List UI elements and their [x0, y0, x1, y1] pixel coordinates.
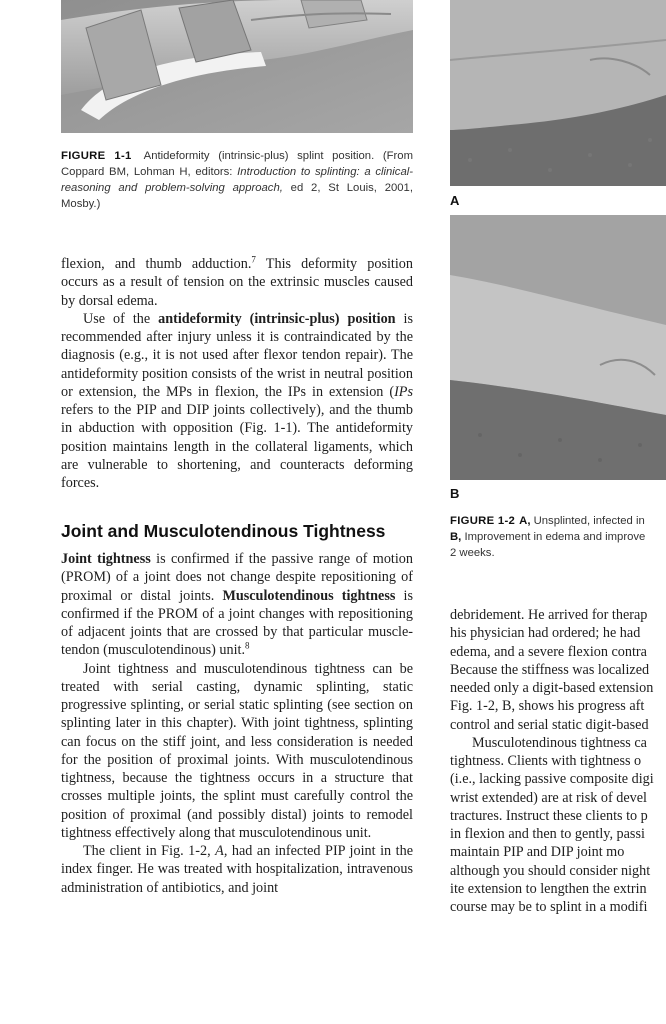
right-column-line: debridement. He arrived for therap — [450, 607, 648, 623]
right-column-line: his physician had ordered; he had — [450, 625, 641, 642]
right-column-text — [450, 606, 666, 916]
right-column-line: needed only a digit-based extension — [450, 680, 654, 696]
figure-1-2-panel-a-label: A — [450, 193, 460, 208]
right-column-line: ite extension to lengthen the extrin — [450, 880, 647, 897]
right-column-line: tractures. Instruct these clients to p — [450, 807, 648, 824]
caption-panel-a-marker: A, — [519, 515, 531, 527]
figure-1-2-label: FIGURE 1-2 — [450, 515, 516, 527]
figure-1-2-caption-line-1 — [450, 513, 666, 529]
right-column-line: in flexion and then to gently, passi — [450, 826, 645, 842]
term-antideformity-position: antideformity (intrinsic-plus) position — [158, 310, 396, 327]
right-column-line: maintain PIP and DIP joint mo — [450, 844, 625, 861]
right-column-line: Because the stiffness was localized — [450, 661, 650, 678]
paragraph-deformity-position — [61, 255, 413, 310]
para3-text-1: is confirmed if the passive range of motion (PROM) of a joint does not change despite repositioning of proximal or distal joints. — [61, 551, 413, 604]
para2-text-mid: is recommended after injury unless it is contraindicated by the diagnosis (e.g., it is not used after flexor tendon repair). The antideformity position consists of the wrist in neutral position or extension, the MPs in flexion, the IPs in extension ( — [61, 310, 413, 400]
paragraph-tightness-definitions — [61, 550, 413, 660]
caption-panel-a-text: Unsplinted, infected in — [530, 515, 645, 527]
term-ips: IPs — [394, 383, 413, 400]
para3-text-2: is confirmed if the PROM of a joint changes with repositioning of adjacent joints that are crossed by that particular muscle-tendon (musculotendinous) unit. — [61, 587, 413, 659]
figure-1-1-caption-text: Antideformity (intrinsic-plus) splint position. — [143, 150, 375, 162]
finger-photo-a-illustration — [450, 0, 666, 186]
para1-text-start: flexion, and thumb adduction. — [61, 256, 252, 272]
figure-1-2-panel-a-photo — [450, 0, 666, 186]
right-column-line: control and serial static digit-based — [450, 716, 649, 733]
left-column-text-top — [61, 255, 413, 492]
citation-8: 8 — [245, 640, 250, 651]
right-column-line: edema, and a severe flexion contra — [450, 643, 647, 660]
para1-text-end: This deformity position occurs as a result of tension on the extrinsic muscles caused by dorsal edema. — [61, 256, 413, 309]
figure-1-2-panel-b-label: B — [450, 486, 460, 501]
citation-7: 7 — [251, 254, 256, 265]
finger-photo-b-illustration — [450, 215, 666, 480]
right-column-line: course may be to splint in a modifi — [450, 899, 648, 915]
para2-text-end: refers to the PIP and DIP joints collectively), and the thumb in abduction with opposition (Fig. 1-1). The antideformity position maintains length in the collateral ligaments, which are vulnerable to shortening, and counteracts deforming forces. — [61, 402, 413, 491]
paragraph-tightness-treatment: Joint tightness and musculotendinous tightness can be treated with serial casting, dynamic splinting, static progressive splinting, or serial static splinting (see section on splinting later in this chapter). With joint tightness, splinting can focus on the stiff joint, and less consideration is needed for the position of proximal joints. With musculotendinous tightness, because the tightness occurs in a structure that crosses multiple joints, the splint must carefully control the position of proximal (and possibly distal) joints to remodel tightness effectively along that musculotendinous unit. — [61, 660, 413, 841]
figure-1-1-photo — [61, 0, 413, 133]
figure-ref-a: A, — [215, 843, 228, 859]
right-column-lines — [450, 606, 666, 916]
paragraph-client-case — [61, 842, 413, 897]
right-column-line: Musculotendinous tightness ca — [472, 734, 647, 751]
right-column-line: wrist extended) are at risk of devel — [450, 789, 647, 806]
figure-1-2-caption-line-2 — [450, 529, 666, 545]
figure-1-1-source-suffix: ed 2, St Louis, 2001, Mosby.) — [61, 182, 413, 210]
right-column-line: Fig. 1-2, B, shows his progress aft — [450, 698, 645, 715]
paragraph-antideformity-position — [61, 310, 413, 493]
splint-photo-illustration — [61, 0, 413, 133]
figure-1-1-source-title: Introduction to splinting: a clinical-reasoning and problem-solving approach, — [61, 166, 413, 194]
caption-panel-b-text: Improvement in edema and improve — [461, 531, 646, 543]
figure-1-1-caption — [61, 148, 413, 212]
figure-1-2-caption — [450, 513, 666, 561]
right-column-line: tightness. Clients with tightness o — [450, 753, 642, 769]
para5-text-end: had an infected PIP joint in the index finger. He was treated with hospitalization, intravenous administration of antibiotics, and joint — [61, 843, 413, 896]
left-column-text-bottom — [61, 550, 413, 897]
term-musculotendinous-tightness: Musculotendinous tightness — [222, 587, 396, 604]
figure-1-2-panel-b-photo — [450, 215, 666, 480]
term-joint-tightness: Joint tightness — [61, 551, 151, 567]
para2-text-start: Use of the — [83, 310, 159, 327]
right-column-line: (i.e., lacking passive composite digi — [450, 771, 654, 788]
figure-1-2-caption-line-3: 2 weeks. — [450, 547, 495, 559]
para5-text-start: The client in Fig. 1-2, — [83, 843, 216, 859]
section-heading: Joint and Musculotendinous Tightness — [61, 521, 386, 541]
figure-1-1-label: FIGURE 1-1 — [61, 150, 132, 162]
right-column-line: although you should consider night — [450, 862, 651, 879]
figure-1-1-source-prefix: (From Coppard BM, Lohman H, editors: — [61, 150, 413, 178]
caption-panel-b-marker: B, — [450, 531, 462, 543]
